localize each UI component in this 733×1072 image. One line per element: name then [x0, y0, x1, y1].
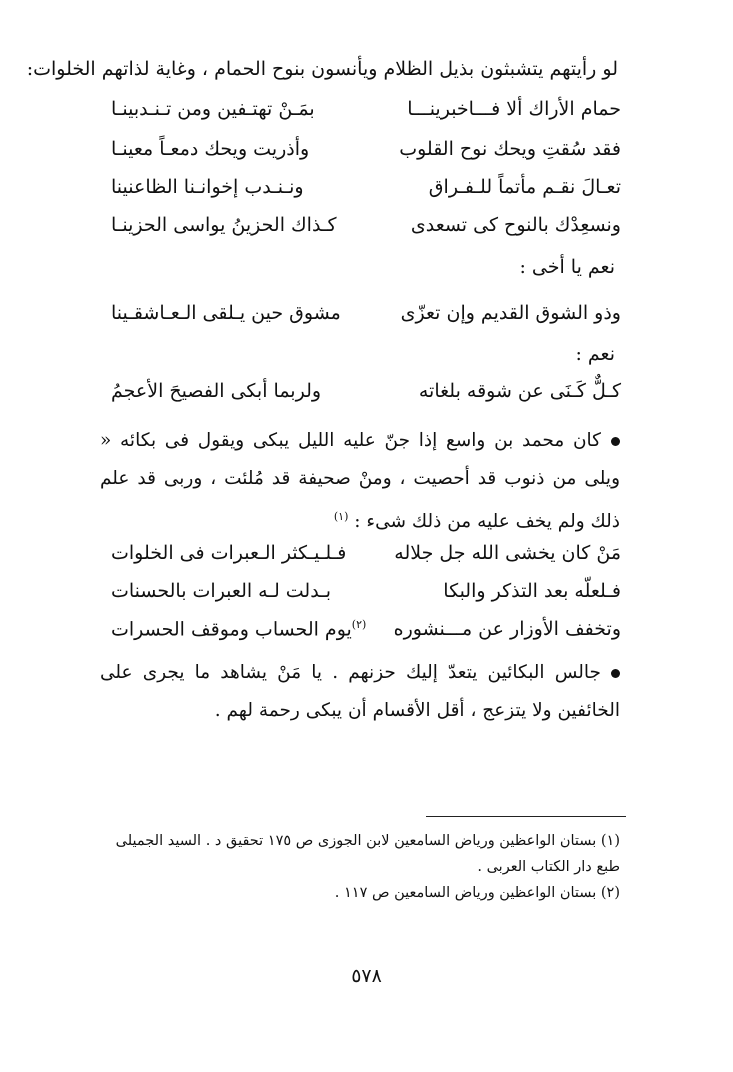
footnote-rule	[426, 816, 626, 817]
bullet-icon	[611, 669, 620, 678]
verse-line	[111, 176, 621, 206]
verse-hemistich: فـلـيـكثر الـعبرات فى الخلوات	[111, 542, 347, 564]
paragraph	[100, 422, 620, 541]
paragraph-text: كان محمد بن واسع إذا جنّ عليه الليل يبكى ويقول فى بكائه « ويلى من ذنوب قد أحصيت ، ومنْ صحيفة قد مُلئت ، وربى قد علم ذلك ولم يخف عليه من ذلك شىء :	[100, 430, 620, 533]
verse-hemistich-text: يوم الحساب وموقف الحسرات	[111, 618, 352, 641]
footnote-ref: (١)	[333, 510, 349, 523]
verse-line	[111, 302, 621, 332]
verse-hemistich: مشوق حين يـلقى الـعـاشقـينا	[111, 302, 341, 324]
footnote: (٢) بستان الواعظين ورياض السامعين ص ١١٧ .	[334, 885, 620, 901]
verse-hemistich: مَنْ كان يخشى الله جل جلاله	[394, 542, 621, 564]
verse-hemistich: كـذاك الحزينُ يواسى الحزينـا	[111, 214, 337, 236]
verse-line	[111, 618, 621, 648]
verse-hemistich: كـلٌّ كَـنَى عن شوقه بلغاته	[418, 380, 621, 402]
verse-line	[111, 580, 621, 610]
verse-hemistich: ونسعِدْك بالنوح كى تسعدى	[410, 214, 621, 236]
bullet-icon	[611, 437, 620, 446]
verse-hemistich: ولربما أبكى الفصيحَ الأعجمُ	[111, 380, 322, 402]
verse-hemistich: بمَـنْ تهتـفين ومن تـنـدبينـا	[111, 98, 315, 120]
verse-line	[111, 214, 621, 244]
verse-hemistich: فـلعلّه بعد التذكر والبكا	[443, 580, 621, 602]
verse-line	[111, 380, 621, 410]
verse-hemistich: بـدلت لـه العبرات بالحسنات	[111, 580, 332, 602]
verse-hemistich: ونـنـدب إخوانـنا الظاعنينا	[111, 176, 304, 198]
intro-line: لو رأيتهم يتشبثون بذيل الظلام ويأنسون بنوح الحمام ، وغاية لذاتهم الخلوات:	[26, 58, 618, 80]
reply-line: نعم :	[575, 343, 615, 365]
verse-line	[111, 138, 621, 168]
verse-hemistich: تعـالَ نقـم مأتماً للـفـراق	[428, 176, 621, 198]
footnote: (١) بستان الواعظين ورياض السامعين لابن الجوزى ص ١٧٥ تحقيق د . السيد الجميلى طبع دار الكتاب العربى .	[115, 833, 620, 875]
verse-hemistich: وتخفف الأوزار عن مـــنشوره	[393, 618, 621, 640]
verse-hemistich: حمام الأراك ألا فـــاخبرينـــا	[407, 98, 621, 120]
paragraph	[100, 654, 620, 730]
page-number: ٥٧٨	[351, 965, 382, 987]
verse-line	[111, 542, 621, 572]
paragraph-text: جالس البكائين يتعدّ إليك حزنهم . يا مَنْ يشاهد ما يجرى على الخائفين ولا يتزعج ، أقل الأقسام أن يبكى رحمة لهم .	[100, 662, 620, 721]
verse-line	[111, 98, 621, 128]
verse-hemistich: فقد سُقتِ ويحك نوح القلوب	[399, 138, 621, 160]
verse-hemistich: وأذريت ويحك دمعـاً معينـا	[111, 138, 310, 160]
verse-hemistich	[111, 618, 366, 640]
footnote-ref: (٢)	[351, 618, 367, 631]
reply-line: نعم يا أخى :	[519, 256, 615, 278]
verse-hemistich: وذو الشوق القديم وإن تعزّى	[400, 302, 621, 324]
